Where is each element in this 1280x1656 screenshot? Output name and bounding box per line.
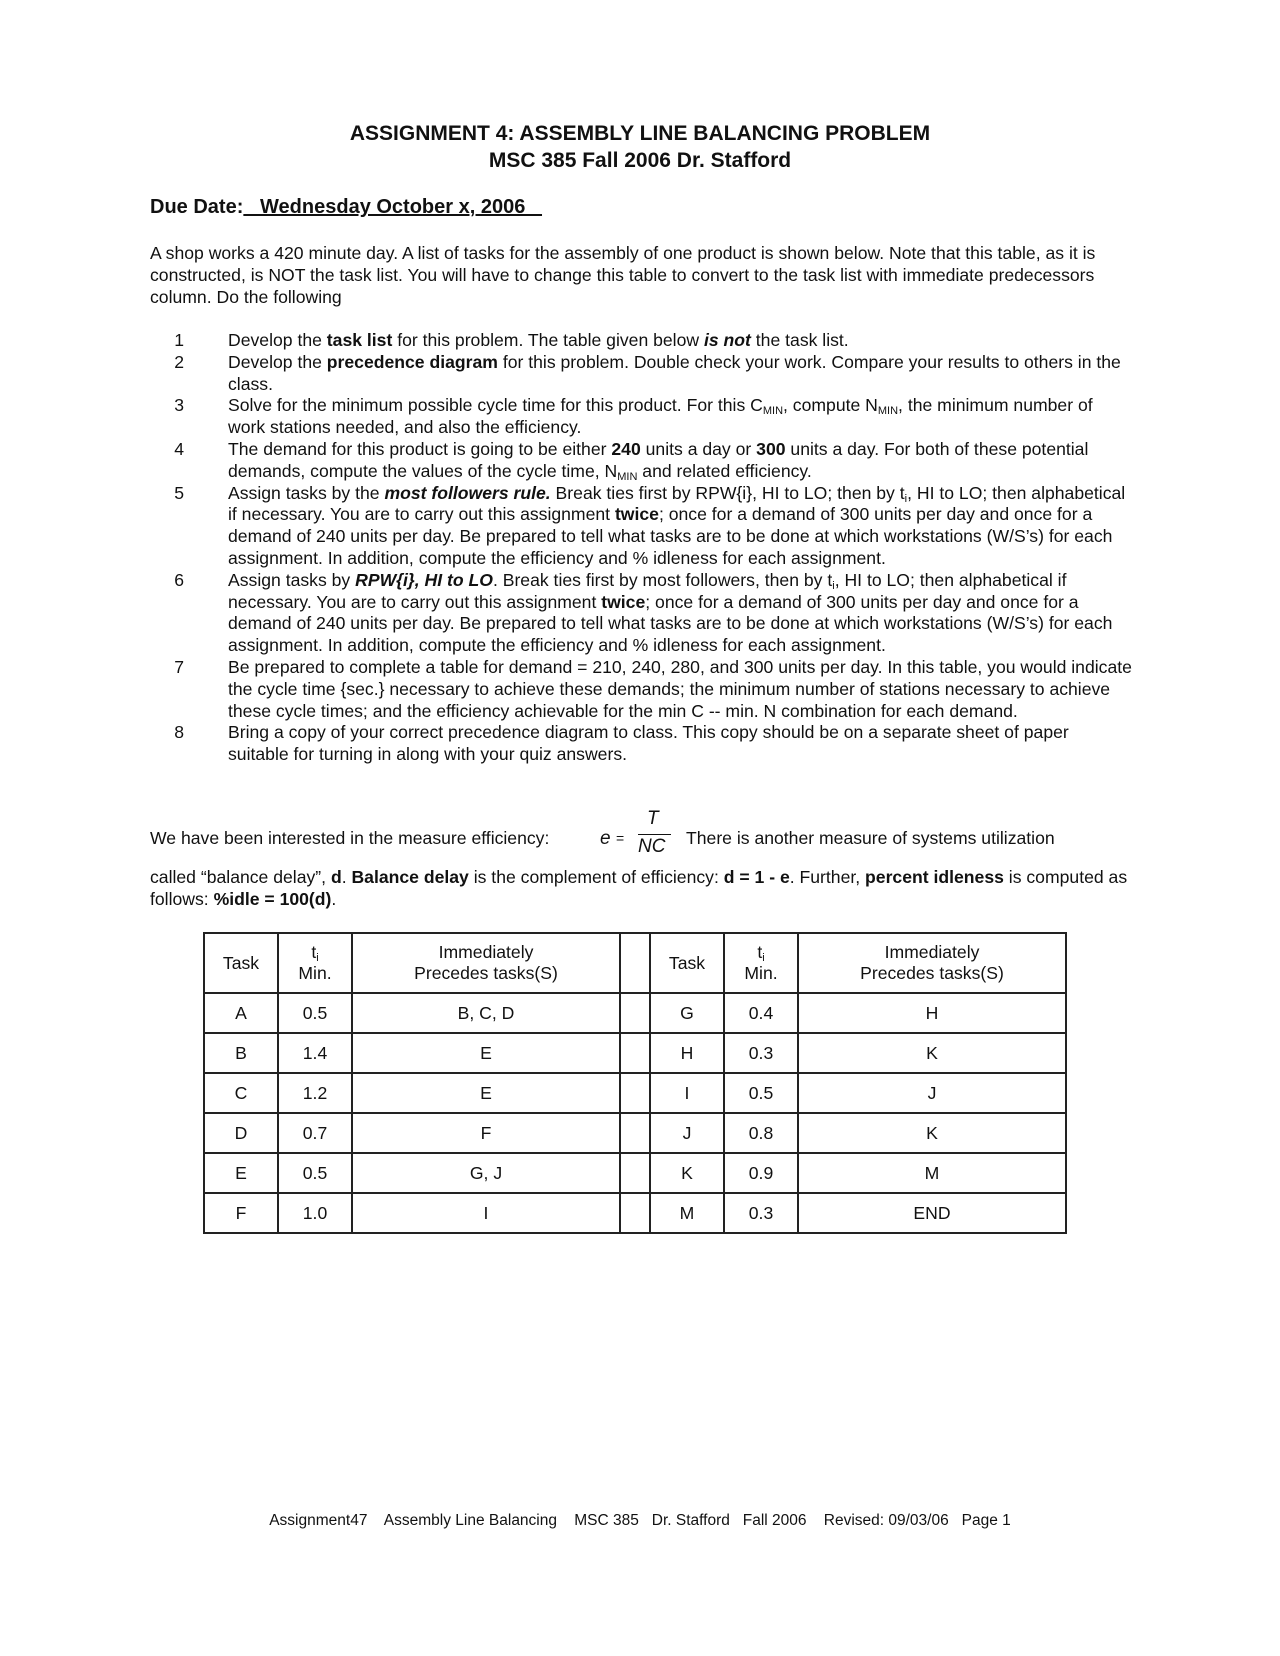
cell-time: 0.5 — [278, 993, 352, 1033]
table-gap — [620, 1073, 650, 1113]
list-item-text: The demand for this product is going to be either 240 units a day or 300 units a day. For both of these potential demands, compute the values of the cycle time, $N_{MIN}$ and related efficiency. — [228, 438, 1089, 483]
cell-precedes: K — [798, 1033, 1066, 1073]
table-row — [204, 993, 1066, 1033]
list-item — [150, 722, 1150, 766]
cell-time: 1.4 — [278, 1033, 352, 1073]
header-precedes-line1: Immediately — [438, 942, 534, 962]
header-time-sub: i — [316, 952, 319, 964]
header-precedes-line2: Precedes tasks(S) — [414, 963, 558, 983]
cell-time: 0.7 — [278, 1113, 352, 1153]
cell-precedes: F — [352, 1113, 620, 1153]
cell-task: M — [650, 1193, 724, 1233]
cell-task: A — [204, 993, 278, 1033]
header-time-unit: Min. — [744, 963, 778, 983]
cell-precedes: H — [798, 993, 1066, 1033]
formula-fraction-bar — [638, 834, 671, 835]
table-gap — [620, 1113, 650, 1153]
table-row — [204, 1073, 1066, 1113]
balance-delay-paragraph: called “balance delay”, d. Balance delay is the complement of efficiency: d = 1 - e. Further, percent idleness is computed as follows: %idle = 100(d). — [150, 867, 1128, 909]
list-item-number: 6 — [174, 569, 184, 590]
formula-equals: = — [616, 830, 625, 846]
cell-precedes: B, C, D — [352, 993, 620, 1033]
list-item — [150, 483, 1150, 570]
table-gap — [620, 1153, 650, 1193]
cell-task: J — [650, 1113, 724, 1153]
table-gap — [620, 993, 650, 1033]
cell-precedes: M — [798, 1153, 1066, 1193]
cell-precedes: END — [798, 1193, 1066, 1233]
list-item — [150, 570, 1150, 657]
list-item-number: 1 — [174, 330, 184, 350]
title-line-2: MSC 385 Fall 2006 Dr. Stafford — [488, 149, 792, 172]
header-task: Task — [650, 933, 724, 993]
list-item-number: 5 — [174, 482, 184, 503]
table-gap — [620, 1193, 650, 1233]
list-item-text: Assign tasks by RPW{i}, HI to LO. Break ties first by most followers, then by $t_i$, HI to LO; then alphabetical if necessary. You are to carry out this assignment twice; once for a demand of 300 units per day and once for a demand of 240 units per day. Be prepared to tell what tasks are to be done at which workstations (W/S’s) for each assignment. In addition, compute the efficiency and % idleness for each assignment. — [228, 569, 1113, 656]
list-item-text: Develop the precedence diagram for this problem. Double check your work. Compare your results to others in the class. — [228, 351, 1121, 394]
due-date-label: Due Date: — [150, 196, 244, 218]
list-item-text: Bring a copy of your correct precedence diagram to class. This copy should be on a separate sheet of paper suitable for turning in along with your quiz answers. — [228, 722, 1069, 765]
header-time — [278, 933, 352, 993]
cell-precedes: I — [352, 1193, 620, 1233]
cell-task: B — [204, 1033, 278, 1073]
table-row — [204, 1113, 1066, 1153]
table-header-row — [204, 933, 1066, 993]
list-item — [150, 395, 1150, 439]
formula-numerator: T — [647, 808, 659, 829]
cell-precedes: G, J — [352, 1153, 620, 1193]
instruction-list — [150, 330, 1150, 766]
header-time-symbol: t — [311, 942, 317, 962]
cell-task: I — [650, 1073, 724, 1113]
cell-precedes: E — [352, 1073, 620, 1113]
cell-task: G — [650, 993, 724, 1033]
cell-precedes: K — [798, 1113, 1066, 1153]
cell-task: C — [204, 1073, 278, 1113]
due-date-value: Wednesday October x, 2006 — [243, 196, 543, 218]
cell-time: 0.4 — [724, 993, 798, 1033]
efficiency-formula — [600, 808, 680, 862]
page-footer: Assignment47 Assembly Line Balancing MSC 385 Dr. Stafford Fall 2006 Revised: 09/03/06 Page 1 — [269, 1512, 1011, 1529]
table-row — [204, 1193, 1066, 1233]
header-precedes — [352, 933, 620, 993]
cell-task: H — [650, 1033, 724, 1073]
cell-time: 0.3 — [724, 1193, 798, 1233]
list-item-text: Assign tasks by the most followers rule. Break ties first by RPW{i}, HI to LO; then by $t_i$, HI to LO; then alphabetical if necessary. You are to carry out this assignment twice; once for a demand of 300 units per day and once for a demand of 240 units per day. Be prepared to tell what tasks are to be done at which workstations (W/S’s) for each assignment. In addition, compute the efficiency and % idleness for each assignment. — [228, 482, 1126, 568]
list-item-number: 2 — [174, 351, 184, 372]
list-item-text: Be prepared to complete a table for demand = 210, 240, 280, and 300 units per day. In this table, you would indicate the cycle time {sec.} necessary to achieve these demands; the minimum number of stations necessary to achieve these cycle times; and the efficiency achievable for the min C -- min. N combination for each demand. — [228, 656, 1132, 721]
cell-time: 0.8 — [724, 1113, 798, 1153]
title-line-1: ASSIGNMENT 4: ASSEMBLY LINE BALANCING PROBLEM — [349, 122, 931, 145]
cell-time: 0.5 — [278, 1153, 352, 1193]
task-table — [203, 932, 1067, 1234]
header-time-symbol: t — [757, 942, 763, 962]
table-gap — [620, 933, 650, 993]
header-precedes-line2: Precedes tasks(S) — [860, 963, 1004, 983]
list-item — [150, 330, 1150, 352]
formula-var-e: e — [600, 828, 611, 849]
list-item — [150, 439, 1150, 483]
cell-task: D — [204, 1113, 278, 1153]
efficiency-lead: We have been interested in the measure efficiency: — [150, 828, 550, 848]
list-item-number: 4 — [174, 438, 184, 459]
table-gap — [620, 1033, 650, 1073]
formula-denominator: NC — [638, 836, 666, 857]
intro-paragraph: A shop works a 420 minute day. A list of tasks for the assembly of one product is shown below. Note that this table, as it is constructed, is NOT the task list. You will have to change this table to convert to the task list with immediate predecessors column. Do the following — [150, 243, 1096, 307]
list-item-text: Solve for the minimum possible cycle time for this product. For this $C_{MIN}$, compute $N_{MIN}$, the minimum number of work stations needed, and also the efficiency. — [228, 395, 1093, 438]
header-precedes-line1: Immediately — [884, 942, 980, 962]
cell-task: E — [204, 1153, 278, 1193]
cell-task: K — [650, 1153, 724, 1193]
table-row — [204, 1153, 1066, 1193]
header-task: Task — [204, 933, 278, 993]
efficiency-tail: There is another measure of systems utilization — [686, 828, 1055, 848]
due-date — [150, 196, 542, 219]
list-item — [150, 352, 1150, 396]
cell-time: 0.9 — [724, 1153, 798, 1193]
list-item-number: 3 — [174, 395, 184, 416]
header-precedes — [798, 933, 1066, 993]
list-item-number: 8 — [174, 722, 184, 743]
header-time-unit: Min. — [298, 963, 332, 983]
cell-time: 1.0 — [278, 1193, 352, 1233]
header-time — [724, 933, 798, 993]
list-item — [150, 657, 1150, 722]
cell-precedes: E — [352, 1033, 620, 1073]
cell-time: 1.2 — [278, 1073, 352, 1113]
list-item-text: Develop the task list for this problem. The table given below is not the task list. — [228, 330, 849, 350]
cell-precedes: J — [798, 1073, 1066, 1113]
header-time-sub: i — [762, 952, 765, 964]
cell-time: 0.3 — [724, 1033, 798, 1073]
table-row — [204, 1033, 1066, 1073]
cell-time: 0.5 — [724, 1073, 798, 1113]
list-item-number: 7 — [174, 656, 184, 677]
cell-task: F — [204, 1193, 278, 1233]
